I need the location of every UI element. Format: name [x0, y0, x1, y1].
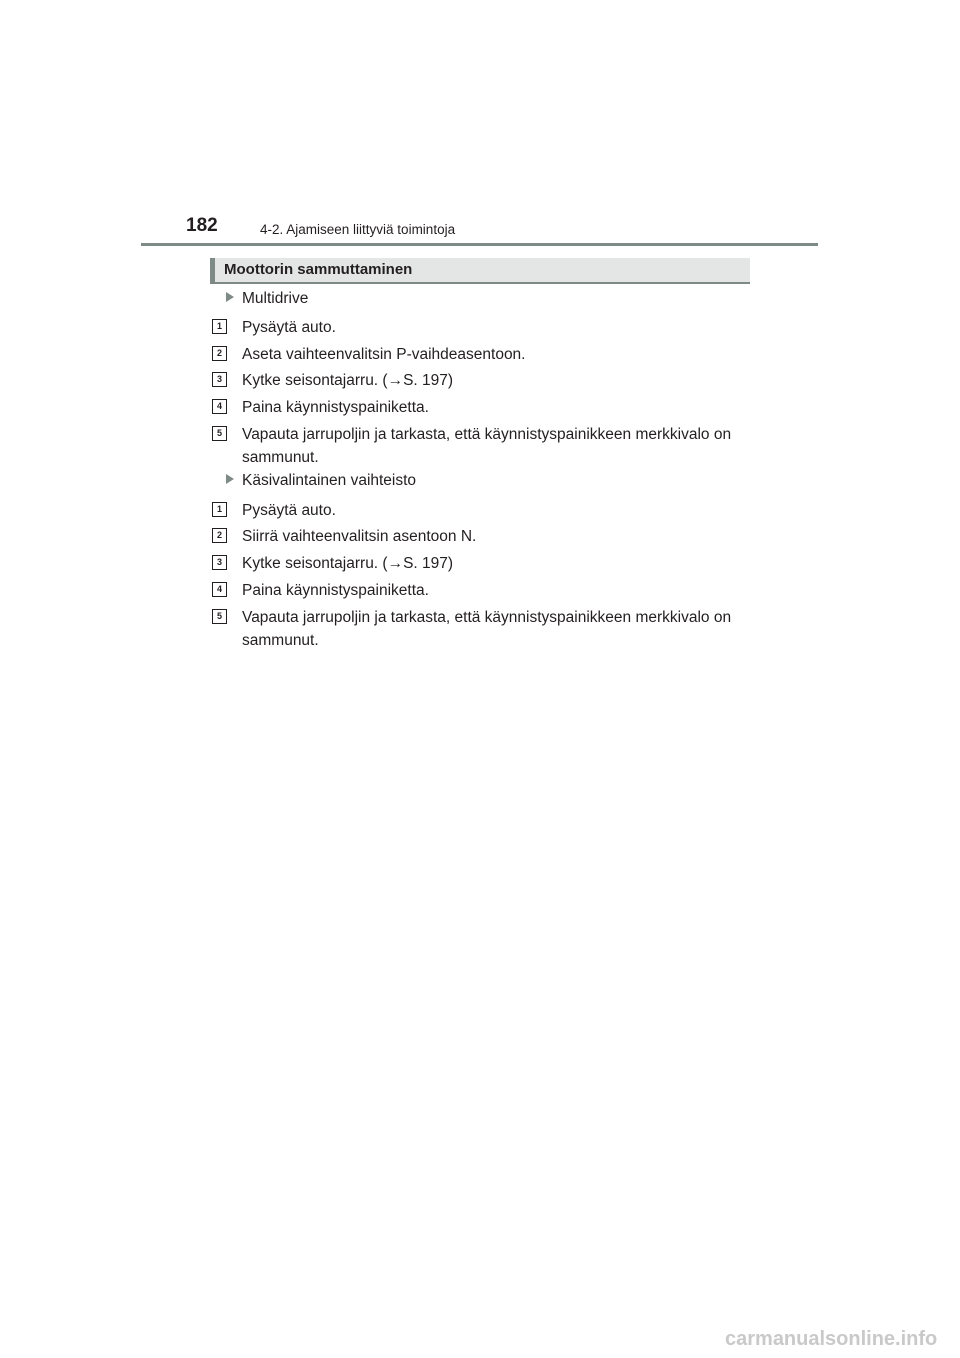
triangle-bullet-icon [226, 292, 234, 302]
step-text: Pysäytä auto. [242, 502, 336, 519]
triangle-bullet-icon [226, 474, 234, 484]
step-text: Kytke seisontajarru. (→S. 197) [242, 555, 454, 572]
step-number-badge: 5 [212, 426, 227, 441]
step-text: Vapauta jarrupoljin ja tarkasta, että käynnistyspainikkeen merkkivalo on sammunut. [242, 609, 732, 649]
watermark: carmanualsonline.info [725, 1328, 938, 1350]
step-number-badge: 2 [212, 528, 227, 543]
running-header: 4-2. Ajamiseen liittyviä toimintoja [260, 222, 456, 237]
step-number-badge: 5 [212, 609, 227, 624]
step-number-badge: 3 [212, 555, 227, 570]
step-text: Vapauta jarrupoljin ja tarkasta, että käynnistyspainikkeen merkkivalo on sammunut. [242, 426, 732, 466]
subheading-label: Käsivalintainen vaihteisto [242, 472, 417, 489]
heading-bar [210, 258, 215, 282]
subheading-multidrive [226, 290, 308, 308]
section-title: Moottorin sammuttaminen [224, 261, 413, 278]
subheading-label: Multidrive [242, 290, 309, 307]
step-number-badge: 4 [212, 399, 227, 414]
step-number-badge: 1 [212, 319, 227, 334]
page-number: 182 [186, 215, 218, 236]
step-number-badge: 1 [212, 502, 227, 517]
subheading-manual [226, 472, 416, 490]
step-text: Aseta vaihteenvalitsin P-vaihdeasentoon. [242, 346, 526, 363]
step-text: Paina käynnistyspainiketta. [242, 399, 429, 416]
step-text: Paina käynnistyspainiketta. [242, 582, 429, 599]
step-text: Pysäytä auto. [242, 319, 336, 336]
step-text: Siirrä vaihteenvalitsin asentoon N. [242, 528, 477, 545]
step-text: Kytke seisontajarru. (→S. 197) [242, 372, 454, 389]
step-number-badge: 2 [212, 346, 227, 361]
step-number-badge: 4 [212, 582, 227, 597]
step-number-badge: 3 [212, 372, 227, 387]
section-heading [210, 258, 750, 284]
header-rule [141, 243, 818, 246]
